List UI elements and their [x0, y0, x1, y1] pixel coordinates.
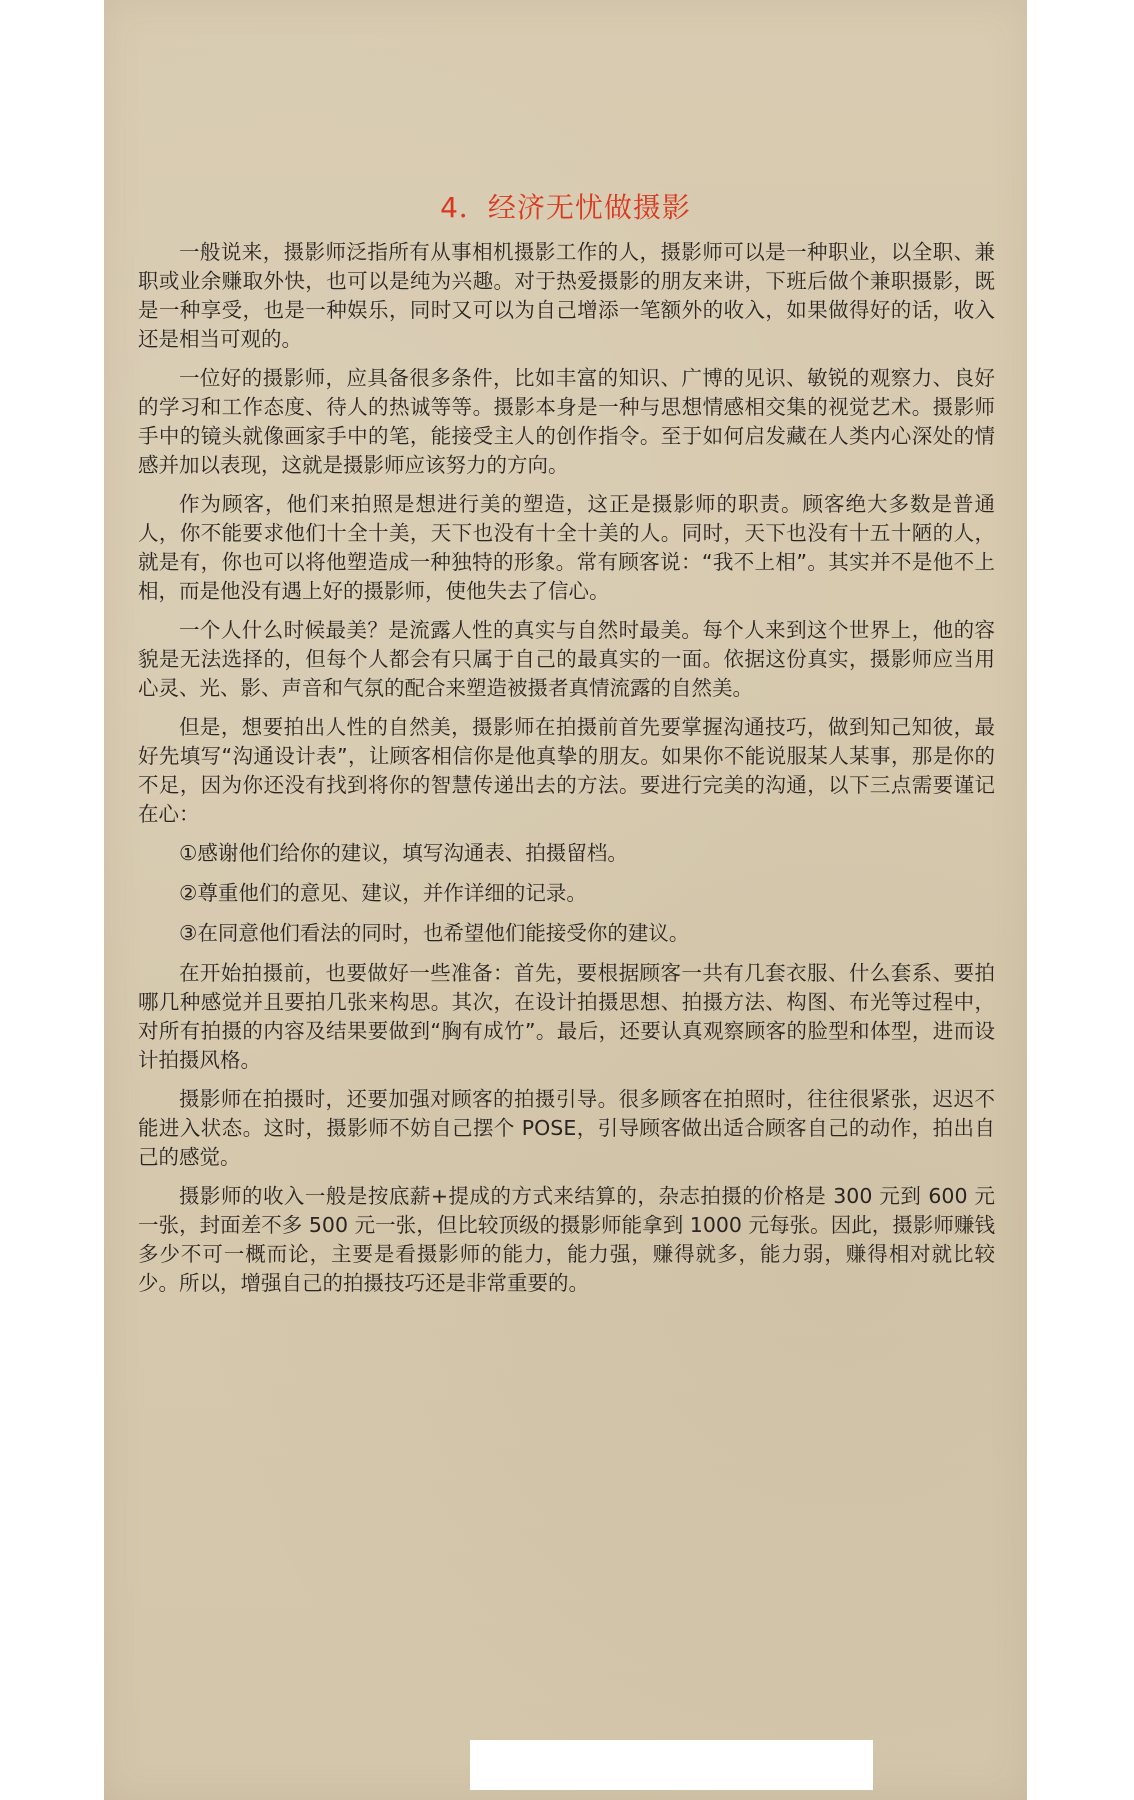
paragraph-1: 一般说来，摄影师泛指所有从事相机摄影工作的人，摄影师可以是一种职业，以全职、兼职或业余赚取外快，也可以是纯为兴趣。对于热爱摄影的朋友来讲，下班后做个兼职摄影，既是一种享受，也是一种娱乐，同时又可以为自己增添一笔额外的收入，如果做得好的话，收入还是相当可观的。 — [138, 240, 995, 351]
footer-blank-bar — [470, 1740, 873, 1790]
article-body — [138, 238, 995, 1308]
paragraph-7: 摄影师在拍摄时，还要加强对顾客的拍摄引导。很多顾客在拍照时，往往很紧张，迟迟不能进入状态。这时，摄影师不妨自己摆个 POSE，引导顾客做出适合顾客自己的动作，拍出自己的感觉。 — [138, 1087, 995, 1169]
section-title: 4．经济无忧做摄影 — [440, 191, 691, 224]
list-item-1: ①感谢他们给你的建议，填写沟通表、拍摄留档。 — [179, 841, 628, 865]
paragraph-5: 但是，想要拍出人性的自然美，摄影师在拍摄前首先要掌握沟通技巧，做到知己知彼，最好先填写“沟通设计表”，让顾客相信你是他真挚的朋友。如果你不能说服某人某事，那是你的不足，因为你还没有找到将你的智慧传递出去的方法。要进行完美的沟通，以下三点需要谨记在心： — [138, 715, 995, 826]
document-page — [104, 0, 1027, 1800]
list-item-3: ③在同意他们看法的同时，也希望他们能接受你的建议。 — [179, 921, 690, 945]
list-item-2: ②尊重他们的意见、建议，并作详细的记录。 — [179, 881, 587, 905]
paragraph-2: 一位好的摄影师，应具备很多条件，比如丰富的知识、广博的见识、敏锐的观察力、良好的学习和工作态度、待人的热诚等等。摄影本身是一种与思想情感相交集的视觉艺术。摄影师手中的镜头就像画家手中的笔，能接受主人的创作指令。至于如何启发藏在人类内心深处的情感并加以表现，这就是摄影师应该努力的方向。 — [138, 366, 995, 477]
paragraph-8: 摄影师的收入一般是按底薪+提成的方式来结算的，杂志拍摄的价格是 300 元到 600 元一张，封面差不多 500 元一张，但比较顶级的摄影师能拿到 1000 元每张。因此，摄影师赚钱多少不可一概而论，主要是看摄影师的能力，能力强，赚得就多，能力弱，赚得相对就比较少。所以，增强自己的拍摄技巧还是非常重要的。 — [138, 1184, 995, 1295]
paragraph-6: 在开始拍摄前，也要做好一些准备：首先，要根据顾客一共有几套衣服、什么套系、要拍哪几种感觉并且要拍几张来构思。其次，在设计拍摄思想、拍摄方法、构图、布光等过程中，对所有拍摄的内容及结果要做到“胸有成竹”。最后，还要认真观察顾客的脸型和体型，进而设计拍摄风格。 — [138, 961, 995, 1072]
paragraph-4: 一个人什么时候最美？是流露人性的真实与自然时最美。每个人来到这个世界上，他的容貌是无法选择的，但每个人都会有只属于自己的最真实的一面。依据这份真实，摄影师应当用心灵、光、影、声音和气氛的配合来塑造被摄者真情流露的自然美。 — [138, 618, 995, 700]
paragraph-3: 作为顾客，他们来拍照是想进行美的塑造，这正是摄影师的职责。顾客绝大多数是普通人，你不能要求他们十全十美，天下也没有十全十美的人。同时，天下也没有十五十陋的人，就是有，你也可以将他塑造成一种独特的形象。常有顾客说：“我不上相”。其实并不是他不上相，而是他没有遇上好的摄影师，使他失去了信心。 — [138, 492, 995, 603]
